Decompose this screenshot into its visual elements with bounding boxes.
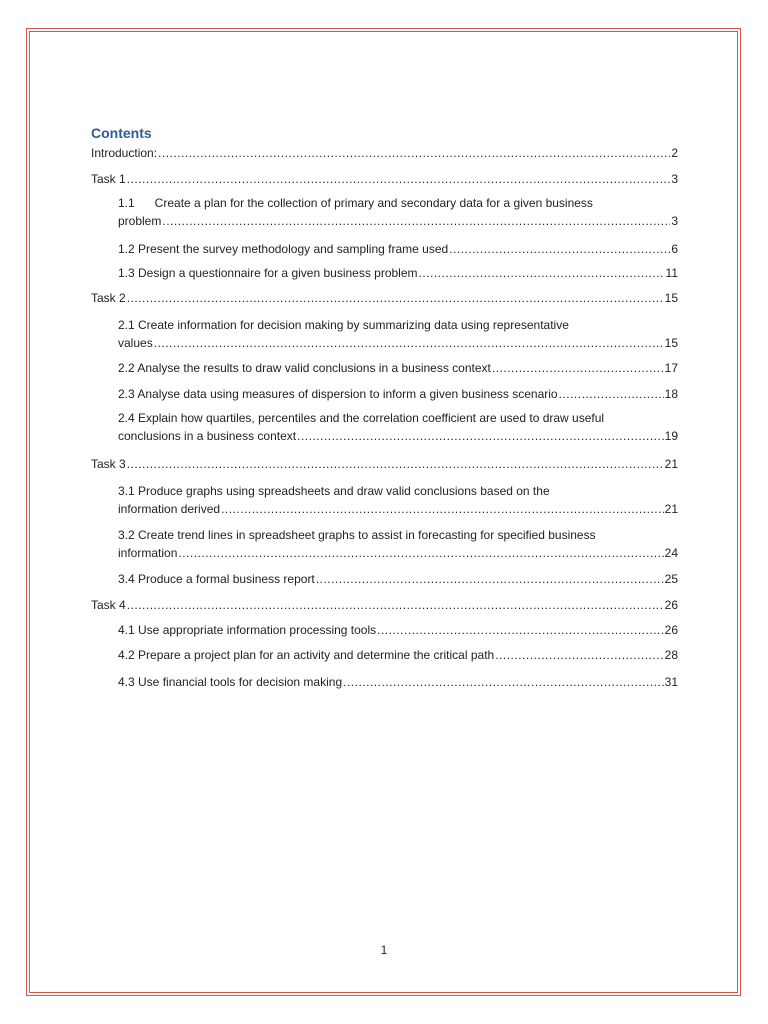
toc-entry-title: 4.1 Use appropriate information processing tools (118, 623, 377, 637)
toc-entry-task-3[interactable] (91, 455, 678, 473)
toc-entry-page: 26 (664, 598, 678, 612)
toc-entry-page: 31 (664, 675, 678, 689)
toc-entry-title: 1.2 Present the survey methodology and sampling frame used (118, 242, 449, 256)
leader-dots (343, 673, 664, 691)
toc-entry-title: 1.3 Design a questionnaire for a given business problem (118, 266, 418, 280)
toc-entry-page: 15 (664, 336, 678, 350)
toc-entry-page: 6 (671, 242, 678, 256)
leader-dots (492, 359, 664, 377)
toc-entry-title: Introduction: (91, 146, 158, 160)
toc-entry-4-3[interactable] (118, 673, 678, 691)
leader-dots (127, 170, 671, 188)
toc-entry-title: Task 3 (91, 457, 126, 471)
toc-entry-title-line1: 2.1 Create information for decision making by summarizing data using representative (118, 318, 569, 332)
toc-entry-title: 4.3 Use financial tools for decision making (118, 675, 343, 689)
toc-entry-page: 21 (664, 502, 678, 516)
leader-dots (495, 646, 663, 664)
toc-entry-title: Task 2 (91, 291, 126, 305)
toc-entry-title: Task 1 (91, 172, 126, 186)
toc-entry-page: 3 (671, 172, 678, 186)
toc-entry-page: 18 (664, 387, 678, 401)
toc-entry-introduction[interactable] (91, 144, 678, 162)
toc-entry-page: 15 (664, 291, 678, 305)
toc-entry-page: 17 (664, 361, 678, 375)
toc-entry-title: 2.3 Analyse data using measures of dispersion to inform a given business scenario (118, 387, 558, 401)
toc-entry-4-1[interactable] (118, 621, 678, 639)
toc-entry-task-2[interactable] (91, 289, 678, 307)
toc-entry-1-3[interactable] (118, 264, 678, 282)
toc-entry-2-4[interactable] (118, 409, 678, 445)
toc-entry-1-1[interactable] (118, 194, 678, 230)
toc-entry-page: 24 (664, 546, 678, 560)
toc-entry-title: information derived (118, 502, 221, 516)
leader-dots (162, 212, 670, 230)
contents-heading: Contents (91, 125, 152, 141)
leader-dots (221, 500, 664, 518)
leader-dots (419, 264, 665, 282)
leader-dots (377, 621, 664, 639)
toc-entry-title: Task 4 (91, 598, 126, 612)
page-number: 1 (380, 943, 388, 957)
leader-dots (154, 334, 664, 352)
toc-entry-page: 2 (671, 146, 678, 160)
leader-dots (158, 144, 670, 162)
toc-entry-title-line1: 3.2 Create trend lines in spreadsheet graphs to assist in forecasting for specified business (118, 528, 596, 542)
toc-entry-title: problem (118, 214, 162, 228)
leader-dots (127, 289, 664, 307)
toc-entry-title-line1: 3.1 Produce graphs using spreadsheets and draw valid conclusions based on the (118, 484, 550, 498)
leader-dots (297, 427, 664, 445)
toc-entry-3-2[interactable] (118, 526, 678, 562)
toc-entry-page: 19 (664, 429, 678, 443)
leader-dots (449, 240, 670, 258)
toc-entry-task-4[interactable] (91, 596, 678, 614)
toc-entry-1-2[interactable] (118, 240, 678, 258)
toc-entry-page: 11 (665, 266, 678, 280)
toc-entry-title: information (118, 546, 178, 560)
toc-entry-2-2[interactable] (118, 359, 678, 377)
toc-entry-task-1[interactable] (91, 170, 678, 188)
toc-entry-3-4[interactable] (118, 570, 678, 588)
toc-entry-title: 3.4 Produce a formal business report (118, 572, 315, 586)
toc-entry-page: 25 (664, 572, 678, 586)
leader-dots (127, 455, 664, 473)
toc-entry-title: conclusions in a business context (118, 429, 297, 443)
leader-dots (559, 385, 664, 403)
toc-entry-2-3[interactable] (118, 385, 678, 403)
toc-entry-3-1[interactable] (118, 482, 678, 518)
toc-entry-2-1[interactable] (118, 316, 678, 352)
leader-dots (316, 570, 664, 588)
toc-entry-page: 28 (664, 648, 678, 662)
leader-dots (127, 596, 664, 614)
toc-entry-page: 21 (664, 457, 678, 471)
toc-entry-page: 26 (664, 623, 678, 637)
toc-entry-title-line1: 1.1 Create a plan for the collection of primary and secondary data for a given business (118, 196, 593, 210)
toc-entry-page: 3 (671, 214, 678, 228)
toc-entry-title: 4.2 Prepare a project plan for an activity and determine the critical path (118, 648, 495, 662)
toc-entry-title-line1: 2.4 Explain how quartiles, percentiles and the correlation coefficient are used to draw useful (118, 411, 605, 425)
toc-entry-4-2[interactable] (118, 646, 678, 664)
toc-entry-title: values (118, 336, 153, 350)
leader-dots (178, 544, 663, 562)
toc-entry-title: 2.2 Analyse the results to draw valid conclusions in a business context (118, 361, 491, 375)
